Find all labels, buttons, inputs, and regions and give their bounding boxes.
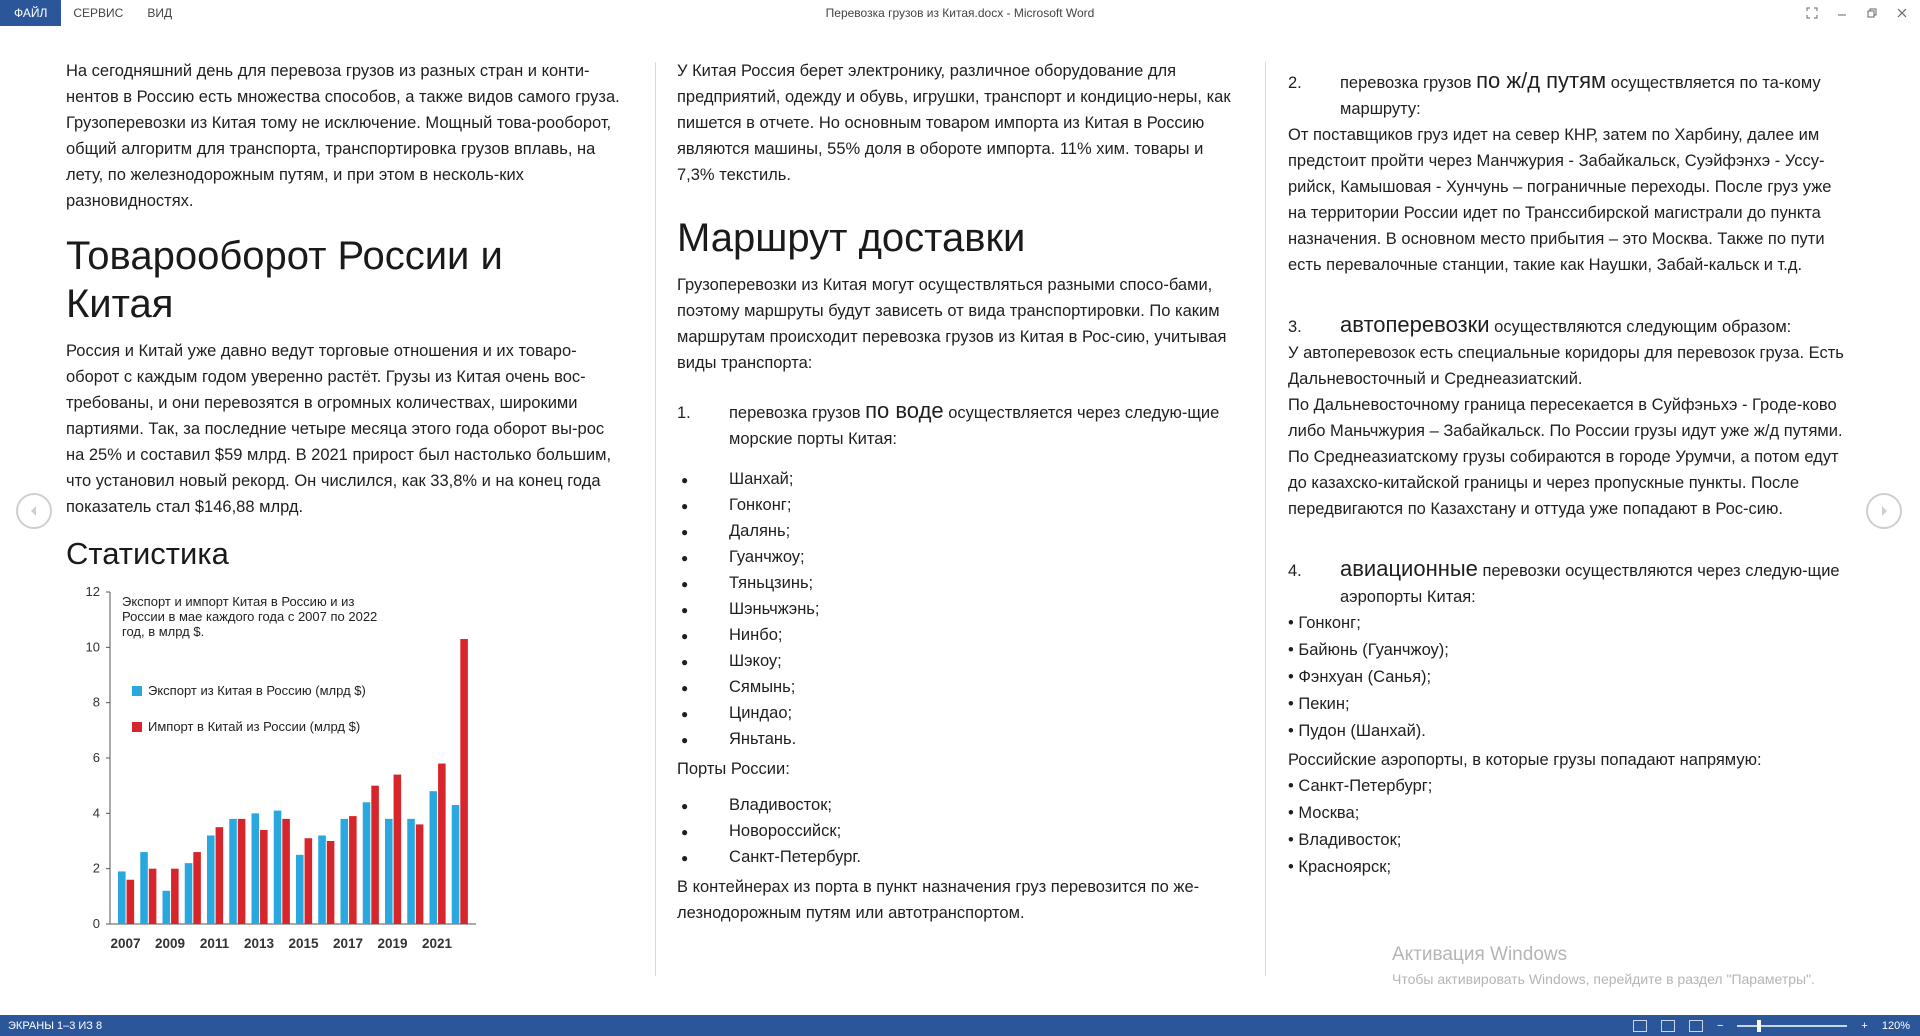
list-item-text: Нинбо; — [729, 626, 783, 644]
item-text — [729, 398, 1237, 452]
bullet-icon: ● — [681, 655, 689, 669]
y-tick-label: 8 — [92, 694, 100, 710]
column-divider — [655, 62, 656, 976]
item-text — [1340, 68, 1848, 122]
bar-export-2021 — [430, 791, 438, 924]
rail-paragraph: От поставщиков груз идет на север КНР, затем по Харбину, далее им предстоит пройти через Манчжурия - Забайкальск, Суэйфэнхэ - Уссу-рийск, Камышовая - Хунчунь – пограничные переходы. После груз уже на территории России идет по Транссибирской магистрали до пункта назначения. В основном место прибытия – это Москва. Также по пути есть перевалочные станции, такие как Наушки, Забай-кальск и т.д. — [1288, 126, 1832, 274]
chart-title-line: Экспорт и импорт Китая в Россию и из — [122, 594, 355, 609]
bullet-icon: ● — [681, 799, 689, 813]
status-bar — [0, 1015, 1920, 1036]
section-heading-route: Маршрут доставки — [677, 216, 1026, 260]
menu-view[interactable]: ВИД — [147, 6, 173, 20]
item-text — [1340, 556, 1848, 610]
zoom-in-icon[interactable]: + — [1861, 1019, 1868, 1032]
list-item: • Москва; — [1288, 804, 1360, 822]
china-airports-list — [1288, 610, 1848, 745]
list-item: • Пекин; — [1288, 695, 1350, 713]
zoom-out-icon[interactable]: − — [1716, 1019, 1724, 1032]
list-item — [677, 518, 1237, 544]
list-item-text: Новороссийск; — [729, 822, 842, 840]
bar-export-2013 — [252, 813, 260, 924]
bar-import-2016 — [327, 841, 335, 924]
bar-import-2012 — [238, 819, 246, 924]
auto-paragraph-2: По Дальневосточному граница пересекается в Суйфэньхэ - Гроде-ково либо Маньчжурия – Забайкальск. По России грузы идут уже ж/д путями. — [1288, 396, 1843, 440]
bullet-icon: ● — [681, 825, 689, 839]
bar-import-2008 — [149, 869, 157, 924]
bar-export-2020 — [407, 819, 415, 924]
bar-chart — [66, 582, 486, 962]
bar-import-2007 — [127, 880, 135, 924]
bar-export-2010 — [185, 863, 193, 924]
legend-label: Импорт в Китай из России (млрд $) — [148, 719, 361, 734]
print-layout-icon[interactable] — [1661, 1020, 1675, 1032]
list-item-text: Далянь; — [729, 522, 791, 540]
bar-import-2019 — [394, 775, 402, 924]
item-text-emphasis: по ж/д путям — [1476, 68, 1607, 93]
bar-import-2022 — [460, 639, 468, 924]
x-tick-label: 2015 — [288, 936, 319, 951]
bullet-icon: ● — [681, 525, 689, 539]
bar-import-2009 — [171, 869, 179, 924]
list-item-text: Сямынь; — [729, 678, 796, 696]
list-item — [677, 700, 1237, 726]
y-tick-label: 12 — [85, 584, 100, 599]
bullet-icon: ● — [681, 551, 689, 565]
x-tick-label: 2021 — [422, 936, 453, 951]
container-paragraph: В контейнерах из порта в пункт назначения груз перевозится по же-лезнодорожным путям или автотранспортом. — [677, 878, 1200, 922]
zoom-level[interactable]: 120% — [1881, 1019, 1910, 1032]
route-item-rail — [1288, 68, 1848, 122]
list-item-text: Яньтань. — [729, 730, 797, 748]
y-tick-label: 10 — [85, 639, 100, 655]
legend-swatch — [132, 686, 142, 696]
bar-import-2017 — [349, 816, 357, 924]
x-tick-label: 2011 — [199, 936, 230, 951]
list-item: • Санкт-Петербург; — [1288, 777, 1433, 795]
bar-export-2011 — [207, 835, 215, 924]
y-tick-label: 2 — [92, 860, 100, 876]
item-text-post: осуществляются следующим образом: — [1489, 318, 1792, 336]
chart-title-line: России в мае каждого года с 2007 по 2022 — [122, 609, 378, 624]
section-heading-trade: Товарооборот России и Китая — [66, 234, 503, 326]
route-item-water — [677, 398, 1237, 452]
x-tick-label: 2007 — [110, 936, 141, 951]
list-item — [677, 492, 1237, 518]
list-item: • Байюнь (Гуанчжоу); — [1288, 641, 1449, 659]
list-item-text: Владивосток; — [729, 796, 833, 814]
list-item-text: Гонконг; — [729, 496, 792, 514]
read-mode-icon[interactable] — [1633, 1020, 1647, 1032]
document-column-2 — [677, 58, 1237, 926]
activation-watermark-title: Активация Windows — [1392, 944, 1568, 965]
route-item-air — [1288, 556, 1848, 610]
bar-export-2014 — [274, 811, 282, 924]
item-text-post: перевозки осуществляются через следую-щие аэропорты Китая: — [1340, 562, 1840, 606]
previous-screen-button[interactable] — [16, 493, 52, 529]
x-tick-label: 2017 — [333, 936, 364, 951]
bar-export-2022 — [452, 805, 460, 924]
bar-export-2017 — [341, 819, 349, 924]
y-tick-label: 6 — [92, 750, 100, 765]
document-column-1 — [66, 58, 621, 962]
bullet-icon: ● — [681, 577, 689, 591]
restore-icon[interactable] — [1864, 5, 1880, 21]
menu-service[interactable]: СЕРВИС — [73, 6, 124, 20]
zoom-slider[interactable] — [1737, 1025, 1847, 1027]
item-text — [1340, 312, 1791, 340]
item-number: 2. — [1288, 74, 1302, 92]
list-item — [677, 466, 1237, 492]
bullet-icon: ● — [681, 733, 689, 747]
route-paragraph: Грузоперевозки из Китая могут осуществляться разными спосо-бами, поэтому маршруты будут зависеть от вида транспортировки. По каким маршрутам происходит перевозка грузов из Китая в Рос-сию, учитывая виды транспорта: — [677, 276, 1227, 372]
bar-import-2013 — [260, 830, 268, 924]
activation-watermark-subtitle: Чтобы активировать Windows, перейдите в раздел "Параметры". — [1392, 971, 1815, 987]
list-item — [677, 674, 1237, 700]
status-controls — [1633, 1015, 1910, 1036]
bullet-icon: ● — [681, 499, 689, 513]
list-item-text: Шэньчжэнь; — [729, 600, 820, 618]
zoom-slider-thumb[interactable] — [1757, 1020, 1761, 1032]
bar-import-2011 — [216, 827, 224, 924]
list-item — [677, 818, 1237, 844]
russia-airports-list — [1288, 773, 1848, 881]
list-item: • Фэнхуан (Санья); — [1288, 668, 1432, 686]
chart-title-line: год, в млрд $. — [122, 624, 205, 639]
list-item: • Пудон (Шанхай). — [1288, 722, 1426, 740]
minimize-icon[interactable] — [1834, 5, 1850, 21]
bar-export-2012 — [229, 819, 237, 924]
russia-airports-label: Российские аэропорты, в которые грузы попадают напрямую: — [1288, 751, 1762, 769]
route-item-auto — [1288, 312, 1848, 340]
fullscreen-icon[interactable] — [1804, 5, 1820, 21]
menu-file[interactable]: ФАЙЛ — [0, 0, 61, 26]
list-item-text: Циндао; — [729, 704, 793, 722]
item-text-pre: перевозка грузов — [729, 404, 866, 422]
window-title: Перевозка грузов из Китая.docx - Microsoft Word — [825, 6, 1095, 20]
bar-import-2020 — [416, 824, 424, 924]
item-text-pre: перевозка грузов — [1340, 74, 1477, 92]
item-text-emphasis: автоперевозки — [1340, 312, 1490, 337]
item-text-post: осуществляется через следую-щие морские порты Китая: — [729, 404, 1220, 448]
bullet-icon: ● — [681, 629, 689, 643]
item-text-emphasis: авиационные — [1340, 556, 1478, 581]
title-bar — [0, 0, 1920, 26]
list-item-text: Шанхай; — [729, 470, 794, 488]
list-item — [677, 622, 1237, 648]
bar-export-2009 — [163, 891, 171, 924]
y-tick-label: 0 — [92, 916, 100, 931]
legend-swatch — [132, 722, 142, 732]
list-item-text: Шэкоу; — [729, 652, 782, 670]
bar-export-2019 — [385, 819, 393, 924]
list-item — [677, 544, 1237, 570]
bar-export-2007 — [118, 871, 126, 924]
imports-paragraph: У Китая Россия берет электронику, различное оборудование для предприятий, одежду и обувь, игрушки, транспорт и кондицио-неры, как пишется в отчете. Но основным товаром импорта из Китая в Россию являются машины, 55% доля в обороте импорта. 11% хим. товары и 7,3% текстиль. — [677, 62, 1231, 184]
list-item-text: Тяньцзинь; — [729, 574, 814, 592]
web-layout-icon[interactable] — [1689, 1020, 1703, 1032]
item-text-post: осуществляется по та-кому маршруту: — [1340, 74, 1821, 118]
x-tick-label: 2019 — [377, 936, 408, 951]
russia-ports-label: Порты России: — [677, 760, 790, 778]
bar-export-2008 — [140, 852, 148, 924]
intro-paragraph: На сегодняшний день для перевоза грузов из разных стран и конти-нентов в Россию есть множества способов, а также видов самого груза. Грузоперевозки из Китая тому не исключение. Мощный това-рооборот, общий алгоритм для транспорта, транспортировка грузов вплавь, на лету, по железнодорожным путям, и при этом в несколь-ких разновидностях. — [66, 62, 620, 210]
y-tick-label: 4 — [92, 805, 100, 821]
item-number: 3. — [1288, 318, 1302, 336]
item-number: 1. — [677, 404, 691, 422]
bullet-icon: ● — [681, 851, 689, 865]
auto-paragraph-3: По Среднеазиатскому грузы собираются в городе Урумчи, а потом едут до казахско-китайской границы и через пропускные пункты. После передвигаются по Казахстану и оттуда уже попадают в Рос-сию. — [1288, 448, 1839, 518]
legend-label: Экспорт из Китая в Россию (млрд $) — [148, 683, 366, 698]
bar-export-2016 — [318, 835, 326, 924]
list-item — [677, 726, 1237, 752]
item-number: 4. — [1288, 562, 1302, 580]
x-tick-label: 2009 — [155, 936, 186, 951]
china-ports-list — [677, 466, 1237, 752]
list-item — [677, 570, 1237, 596]
bar-import-2018 — [371, 786, 379, 924]
next-screen-button[interactable] — [1866, 493, 1902, 529]
document-column-3 — [1288, 58, 1848, 881]
list-item: • Владивосток; — [1288, 831, 1402, 849]
chevron-left-icon — [28, 505, 40, 517]
list-item — [677, 648, 1237, 674]
list-item-text: Санкт-Петербург. — [729, 848, 861, 866]
bullet-icon: ● — [681, 603, 689, 617]
bullet-icon: ● — [681, 707, 689, 721]
trade-paragraph: Россия и Китай уже давно ведут торговые отношения и их товаро-оборот с каждым годом уверенно растёт. Грузы из Китая очень вос-требованы, и они перевозятся в огромных количествах, широкими партиями. Так, за последние четыре месяца этого года оборот вы-рос на 25% и составил $59 млрд. В 2021 прирост был настолько большим, что установил новый рекорд. Он числился, как 33,8% и на конец года показатель стал $146,88 млрд. — [66, 342, 612, 516]
window-controls — [1804, 0, 1910, 26]
list-item — [677, 596, 1237, 622]
chevron-right-icon — [1878, 505, 1890, 517]
bar-import-2010 — [193, 852, 201, 924]
bullet-icon: ● — [681, 681, 689, 695]
bullet-icon: ● — [681, 473, 689, 487]
close-icon[interactable] — [1894, 5, 1910, 21]
list-item — [677, 792, 1237, 818]
stats-chart — [66, 582, 486, 962]
column-divider — [1265, 62, 1266, 976]
bar-import-2021 — [438, 764, 446, 924]
bar-import-2015 — [305, 838, 313, 924]
auto-paragraph-1: У автоперевозок есть специальные коридоры для перевозок груза. Есть Дальневосточный и Среднеазиатский. — [1288, 344, 1844, 388]
bar-export-2015 — [296, 855, 304, 924]
russia-ports-list — [677, 792, 1237, 870]
list-item: • Красноярск; — [1288, 858, 1392, 876]
x-tick-label: 2013 — [244, 936, 275, 951]
list-item — [677, 844, 1237, 870]
list-item: • Гонконг; — [1288, 614, 1361, 632]
page-counter: ЭКРАНЫ 1–3 ИЗ 8 — [8, 1019, 103, 1032]
list-item-text: Гуанчжоу; — [729, 548, 805, 566]
section-heading-stats: Статистика — [66, 536, 229, 571]
item-text-emphasis: по воде — [865, 398, 944, 423]
bar-import-2014 — [282, 819, 290, 924]
bar-export-2018 — [363, 802, 371, 924]
